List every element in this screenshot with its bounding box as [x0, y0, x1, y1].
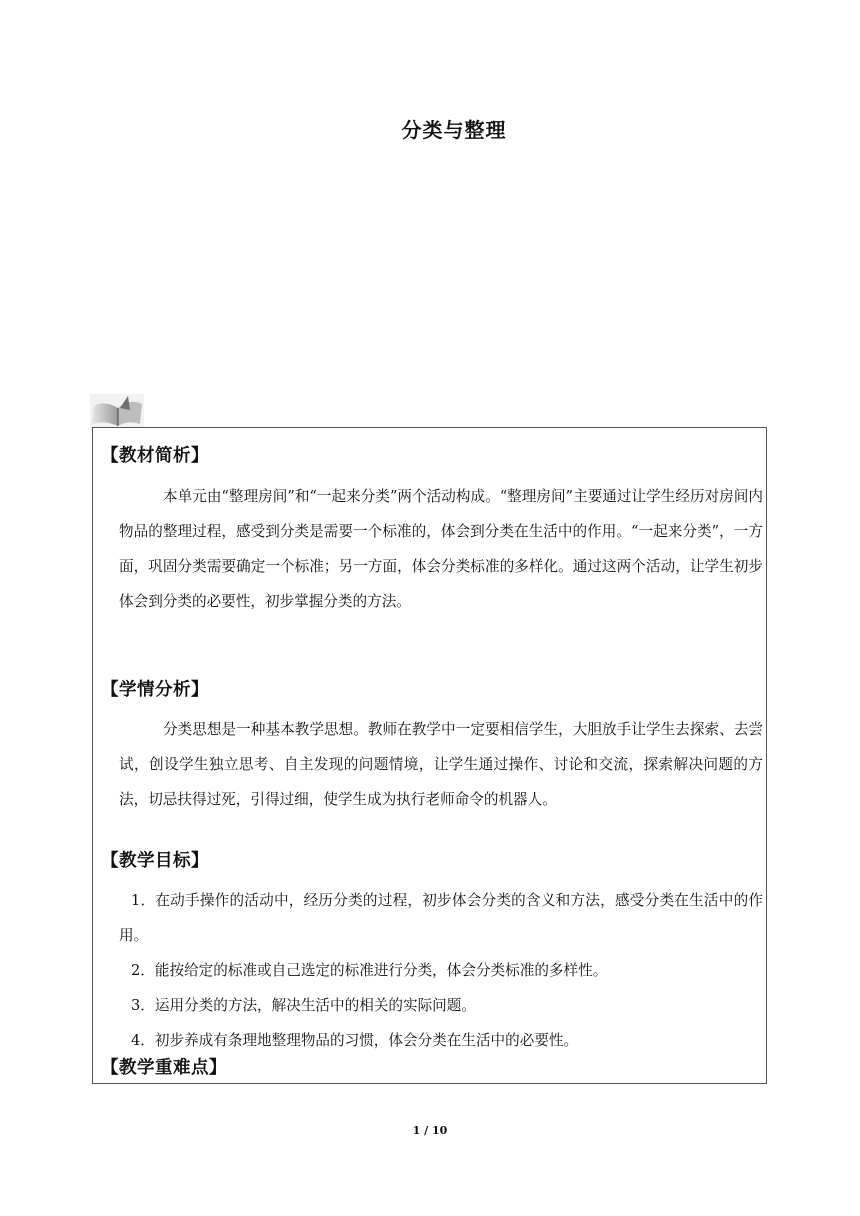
- page-number: 1 / 10: [412, 1124, 448, 1137]
- open-book-icon: [90, 394, 144, 428]
- materials-paragraph: 本单元由“整理房间”和“一起来分类”两个活动构成。“整理房间”主要通过让学生经历对房间内物品的整理过程，感受到分类是需要一个标准的，体会到分类在生活中的作用。“一起来分类”，一方面，巩固分类需要确定一个标准；另一方面，体会分类标准的多样化。通过这两个活动，让学生初步体会到分类的必要性，初步掌握分类的方法。: [119, 488, 763, 610]
- heading-goals: 【教学目标】: [101, 851, 209, 871]
- heading-students: 【学情分析】: [101, 680, 209, 700]
- page-title: 分类与整理: [401, 118, 507, 142]
- goal-item-2: 2．能按给定的标准或自己选定的标准进行分类，体会分类标准的多样性。: [131, 962, 608, 979]
- students-paragraph: 分类思想是一种基本教学思想。教师在教学中一定要相信学生，大胆放手让学生去探索、去尝试，创设学生独立思考、自主发现的问题情境，让学生通过操作、讨论和交流，探索解决问题的方法，切忌扶得过死，引得过细，使学生成为执行老师命令的机器人。: [119, 721, 763, 808]
- goal-item-3: 3．运用分类的方法，解决生活中的相关的实际问题。: [131, 997, 476, 1014]
- goal-item-4: 4．初步养成有条理地整理物品的习惯，体会分类在生活中的必要性。: [131, 1032, 579, 1049]
- goal-item-1: 1．在动手操作的活动中，经历分类的过程，初步体会分类的含义和方法，感受分类在生活中的作用。: [119, 892, 763, 944]
- heading-keypoints: 【教学重难点】: [101, 1058, 227, 1078]
- lesson-content-box: [92, 427, 767, 1084]
- heading-materials: 【教材简析】: [101, 446, 209, 466]
